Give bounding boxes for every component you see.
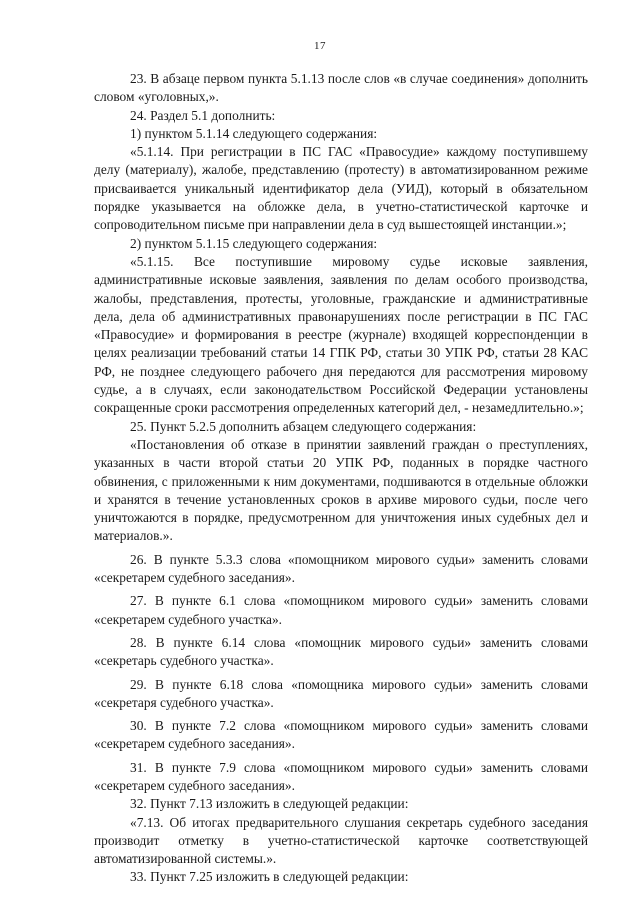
paragraph-29: 29. В пункте 6.18 слова «помощника мирового судьи» заменить словами «секретаря судебного участка». (94, 676, 588, 710)
paragraph-25: 25. Пункт 5.2.5 дополнить абзацем следующего содержания: (130, 418, 477, 434)
page-number: 17 (314, 40, 326, 52)
paragraph-24-item-2: 2) пунктом 5.1.15 следующего содержания: (130, 235, 378, 251)
paragraph-24-item-1: 1) пунктом 5.1.14 следующего содержания: (130, 125, 378, 141)
paragraph-31: 31. В пункте 7.9 слова «помощником мирового судьи» заменить словами «секретарем судебного заседания». (94, 759, 588, 793)
paragraph-23: 23. В абзаце первом пункта 5.1.13 после слов «в случае соединения» дополнить словом «уголовных,». (94, 71, 588, 105)
quote-5-1-14: «5.1.14. При регистрации в ПС ГАС «Правосудие» каждому поступившему делу (материалу), жалобе, представлению (протесту) в автоматизированном режиме присваивается уникальный идентификатор дела (УИД), который в обязательном порядке указывается на обложке дела, в учетно-статистической карточке и сопроводительном письме при направлении дела в суд вышестоящей инстанции.»; (94, 144, 588, 233)
quote-7-13: «7.13. Об итогах предварительного слушания секретарь судебного заседания производит отметку в учетно-статистической карточке соответствующей автоматизированной системы.». (94, 814, 588, 867)
paragraph-26: 26. В пункте 5.3.3 слова «помощником мирового судьи» заменить словами «секретарем судебного заседания». (94, 551, 588, 586)
paragraph-24: 24. Раздел 5.1 дополнить: (130, 107, 276, 123)
quote-5-1-15: «5.1.15. Все поступившие мировому судье исковые заявления, административные исковые заявления, заявления по делам особого производства, жалобы, представления, протесты, уголовные, гражданские и административные дела, дела об административных правонарушениях после регистрации в ПС ГАС «Правосудие» и формирования в реестре (журнале) входящей корреспонденции в целях реализации требований статьи 14 ГПК РФ, статьи 30 УПК РФ, статьи 28 КАС РФ, не позднее следующего рабочего дня передаются для рассмотрения мировому судье, а в случаях, если законодательством Российской Федерации установлены сокращенные сроки рассмотрения определенных категорий дел, - незамедлительно.»; (94, 253, 588, 416)
paragraph-27: 27. В пункте 6.1 слова «помощником мирового судьи» заменить словами «секретарем судебного участка». (94, 593, 588, 627)
paragraph-28: 28. В пункте 6.14 слова «помощник мирового судьи» заменить словами «секретарь судебного участка». (94, 634, 588, 669)
paragraph-32: 32. Пункт 7.13 изложить в следующей редакции: (130, 796, 409, 812)
quote-5-2-5: «Постановления об отказе в принятии заявлений граждан о преступлениях, указанных в части второй статьи 20 УПК РФ, поданных в порядке частного обвинения, с приложенными к ним документами, подшиваются в отдельные обложки и хранятся в течение установленных сроков в архиве мирового судьи, после чего уничтожаются в порядке, предусмотренном для уничтожения иных судебных дел и материалов.». (94, 436, 588, 544)
paragraph-33: 33. Пункт 7.25 изложить в следующей редакции: (130, 869, 409, 885)
paragraph-30: 30. В пункте 7.2 слова «помощником мирового судьи» заменить словами «секретарем судебного заседания». (94, 718, 588, 752)
document-body (94, 70, 588, 887)
